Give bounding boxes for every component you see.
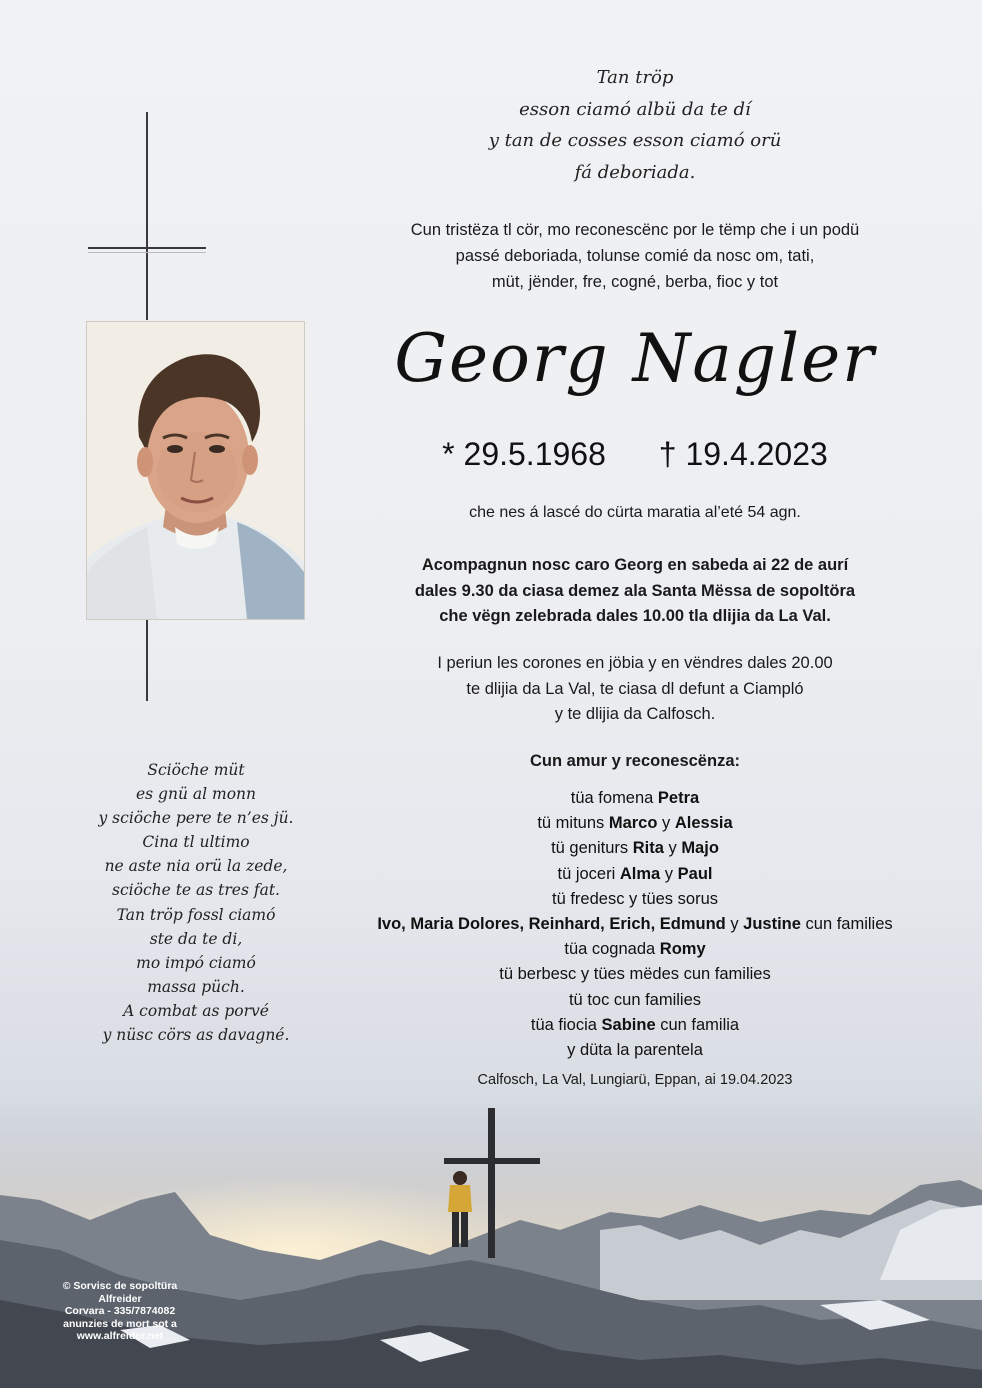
family-member-name: Marco — [608, 814, 658, 833]
verse-line: y tan de cosses esson ciamó orü — [488, 130, 782, 151]
credit-website-link[interactable]: www.alfreider.net — [76, 1330, 164, 1343]
rosary-info — [350, 651, 920, 728]
family-relation-text: cun families — [800, 915, 893, 934]
family-member-name: Alessia — [674, 814, 733, 833]
poem-line: ne aste nia orü la zede, — [104, 857, 288, 876]
family-relation-text: y — [663, 839, 682, 858]
family-relation-text: tü fredesc y tües sorus — [552, 889, 718, 908]
cross-vertical-line-top — [146, 112, 148, 320]
memorial-poem — [60, 758, 332, 1047]
family-relation-text: tü berbesc y tües mëdes cun families — [499, 965, 771, 984]
verse-line: esson ciamó albü da te dí — [519, 98, 751, 120]
family-member-name: Sabine — [601, 1015, 656, 1034]
poem-line: y nüsc cörs as davagné. — [102, 1026, 290, 1045]
poem-line: ste da te di, — [149, 929, 243, 948]
family-member-name: Rita — [632, 839, 664, 858]
opening-verse — [350, 62, 920, 188]
family-row — [350, 912, 920, 937]
intro-text — [350, 217, 920, 295]
family-relation-text: tü toc cun families — [568, 990, 702, 1009]
cross-horizontal-line — [88, 247, 206, 249]
deceased-name: Georg Nagler — [394, 320, 876, 397]
family-relation-text: y — [657, 814, 675, 833]
poem-line: mo impó ciamó — [136, 953, 256, 972]
poem-line: A combat as porvé — [123, 1001, 269, 1020]
family-row — [350, 836, 920, 861]
family-member-name: Majo — [681, 839, 719, 858]
funeral-line: che vëgn zelebrada dales 10.00 tla dlijia da La Val. — [439, 607, 831, 625]
funeral-line: Acompagnun nosc caro Georg en sabeda ai 22 de aurí — [421, 556, 849, 574]
family-member-name: Paul — [677, 864, 713, 883]
family-relation-text: cun familia — [655, 1015, 740, 1034]
credit-line: Corvara - 335/7874082 — [64, 1305, 176, 1318]
intro-line: Cun tristëza tl cör, mo reconescënc por le tëmp che i un podü — [410, 221, 860, 239]
family-relation-text: tüa cognada — [564, 940, 660, 959]
family-member-name: Justine — [743, 915, 801, 934]
funeral-line: dales 9.30 da ciasa demez ala Santa Mëssa de sopoltöra — [414, 581, 856, 600]
family-member-name: Alma — [619, 864, 661, 883]
poem-line: Cina tl ultimo — [142, 833, 250, 852]
death-date: † 19.4.2023 — [658, 436, 828, 472]
place-date: Calfosch, La Val, Lungiarü, Eppan, ai 19.04.2023 — [477, 1072, 793, 1088]
thanks-title: Cun amur y reconescënza: — [530, 752, 740, 770]
poem-line: y sciöche pere te n’es jü. — [98, 809, 294, 828]
family-member-name: Ivo, Maria Dolores, Reinhard, Erich, Edmund — [377, 915, 726, 934]
cross-horizontal-shadow — [88, 252, 206, 253]
credit-line: © Sorvisc de sopoltüra Alfreider — [62, 1280, 178, 1305]
poem-line: Sciöche müt — [147, 761, 245, 779]
birth-date: * 29.5.1968 — [442, 436, 606, 472]
family-relation-text: y düta la parentela — [567, 1041, 703, 1060]
life-dates — [350, 436, 920, 473]
age-line: che nes á lascé do cürta maratia al’eté 54 agn. — [469, 504, 801, 521]
poem-line: massa püch. — [147, 977, 245, 996]
family-relation-text: tü mituns — [537, 814, 609, 833]
family-row — [350, 962, 920, 987]
rosary-line: I periun les corones en jöbia y en vëndres dales 20.00 — [437, 654, 833, 672]
family-relation-text: y — [725, 915, 744, 934]
poem-line: sciöche te as tres fat. — [112, 881, 280, 900]
family-relation-text: tü geniturs — [551, 839, 633, 858]
poem-line: es gnü al monn — [136, 785, 256, 804]
family-row — [350, 887, 920, 912]
cross-vertical-line-bottom — [146, 619, 148, 701]
funeral-info — [350, 553, 920, 630]
family-row — [350, 786, 920, 811]
verse-line: Tan tröp — [596, 67, 674, 88]
family-row — [350, 1013, 920, 1038]
mountain-landscape-image — [0, 1100, 982, 1388]
family-relation-text: tüa fiocia — [530, 1015, 602, 1034]
funeral-service-credits — [40, 1280, 200, 1343]
family-relation-text: y — [660, 864, 678, 883]
intro-line: passé deboriada, tolunse comié da nosc om, tati, — [455, 247, 815, 265]
family-relation-text: tüa fomena — [570, 789, 658, 807]
family-row — [350, 988, 920, 1013]
family-relation-text: tü joceri — [557, 864, 620, 883]
rosary-line: te dlijia da La Val, te ciasa dl defunt a Ciampló — [466, 679, 804, 698]
family-row — [350, 937, 920, 962]
rosary-line: y te dlijia da Calfosch. — [554, 705, 716, 723]
family-list — [350, 786, 920, 1063]
intro-line: müt, jënder, fre, cogné, berba, fioc y tot — [491, 273, 779, 291]
poem-line: Tan tröp fossl ciamó — [116, 905, 276, 924]
family-member-name: Petra — [657, 789, 700, 807]
family-row — [350, 1038, 920, 1063]
family-member-name: Romy — [659, 940, 706, 959]
verse-line: fá deboriada. — [574, 161, 696, 183]
family-row — [350, 811, 920, 836]
portrait-photo — [86, 321, 305, 620]
family-row — [350, 862, 920, 887]
credit-line: anunzies de mort sot a — [63, 1317, 177, 1330]
